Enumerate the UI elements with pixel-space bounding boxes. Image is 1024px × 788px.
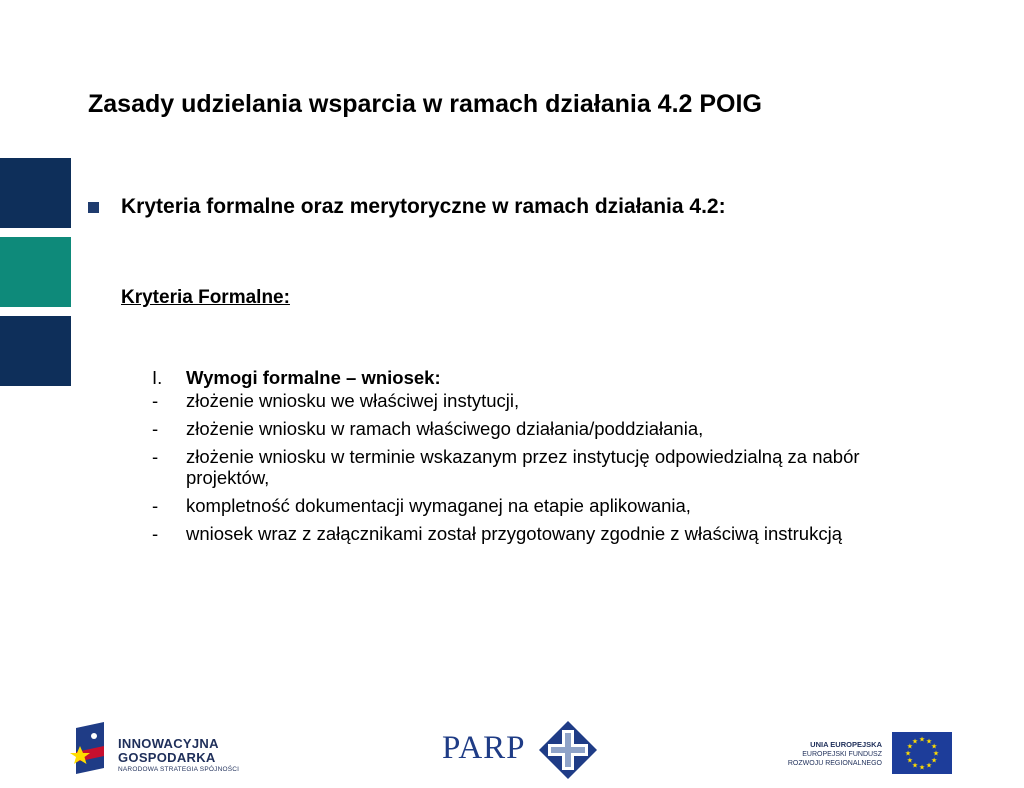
dash-marker: -	[152, 390, 159, 411]
eu-star-icon: ★	[930, 757, 938, 765]
list-heading-row	[152, 367, 942, 388]
eu-star-icon: ★	[906, 743, 914, 751]
main-bullet-text: Kryteria formalne oraz merytoryczne w ramach działania 4.2:	[121, 195, 726, 218]
eu-star-icon: ★	[911, 762, 919, 770]
slide-title: Zasady udzielania wsparcia w ramach działania 4.2 POIG	[88, 90, 762, 118]
eu-star-icon: ★	[904, 750, 912, 758]
dash-marker: -	[152, 418, 159, 439]
side-block-navy-bottom	[0, 316, 71, 386]
list-item	[152, 495, 942, 516]
main-bullet	[88, 195, 726, 219]
eu-star-icon: ★	[906, 757, 914, 765]
side-block-teal	[0, 237, 71, 307]
ig-flag-icon	[70, 722, 114, 778]
eu-logo	[776, 732, 952, 776]
innowacyjna-gospodarka-logo	[70, 722, 250, 778]
list-item-text: złożenie wniosku we właściwej instytucji,	[186, 390, 520, 411]
requirements-list	[152, 367, 942, 551]
square-bullet-icon	[88, 202, 99, 213]
eu-flag-icon	[892, 732, 952, 774]
list-item	[152, 523, 942, 544]
eu-star-icon: ★	[911, 738, 919, 746]
parp-logo	[442, 720, 602, 780]
parp-logo-text: PARP	[442, 730, 526, 766]
dash-marker: -	[152, 446, 159, 467]
list-item	[152, 446, 942, 488]
section-heading: Kryteria Formalne:	[121, 287, 290, 308]
eu-logo-line3: ROZWOJU REGIONALNEGO	[787, 760, 882, 767]
eu-star-icon: ★	[925, 738, 933, 746]
eu-star-icon: ★	[918, 764, 926, 772]
list-heading: Wymogi formalne – wniosek:	[186, 367, 441, 388]
eu-star-icon: ★	[932, 750, 940, 758]
eu-logo-line1: UNIA EUROPEJSKA	[810, 740, 882, 749]
ig-logo-line2: GOSPODARKA	[118, 750, 216, 765]
ig-logo-line3: NARODOWA STRATEGIA SPÓJNOŚCI	[118, 766, 240, 773]
list-item-text: kompletność dokumentacji wymaganej na etapie aplikowania,	[186, 495, 691, 516]
eu-logo-line2: EUROPEJSKI FUNDUSZ	[802, 751, 882, 758]
eu-star-icon: ★	[930, 743, 938, 751]
list-item-text: złożenie wniosku w ramach właściwego działania/poddziałania,	[186, 418, 704, 439]
list-item-text: wniosek wraz z załącznikami został przygotowany zgodnie z właściwą instrukcją	[186, 523, 842, 544]
ig-logo-line1: INNOWACYJNA	[118, 736, 219, 751]
eu-star-icon: ★	[918, 736, 926, 744]
list-item	[152, 418, 942, 439]
side-block-navy-top	[0, 158, 71, 228]
eu-star-icon: ★	[925, 762, 933, 770]
list-item-text: złożenie wniosku w terminie wskazanym przez instytucję odpowiedzialną za nabór projektów,	[186, 446, 860, 488]
list-item	[152, 390, 942, 411]
dash-marker: -	[152, 523, 159, 544]
dash-marker: -	[152, 495, 159, 516]
parp-emblem-icon	[538, 720, 598, 780]
roman-numeral-marker: I.	[152, 367, 163, 388]
